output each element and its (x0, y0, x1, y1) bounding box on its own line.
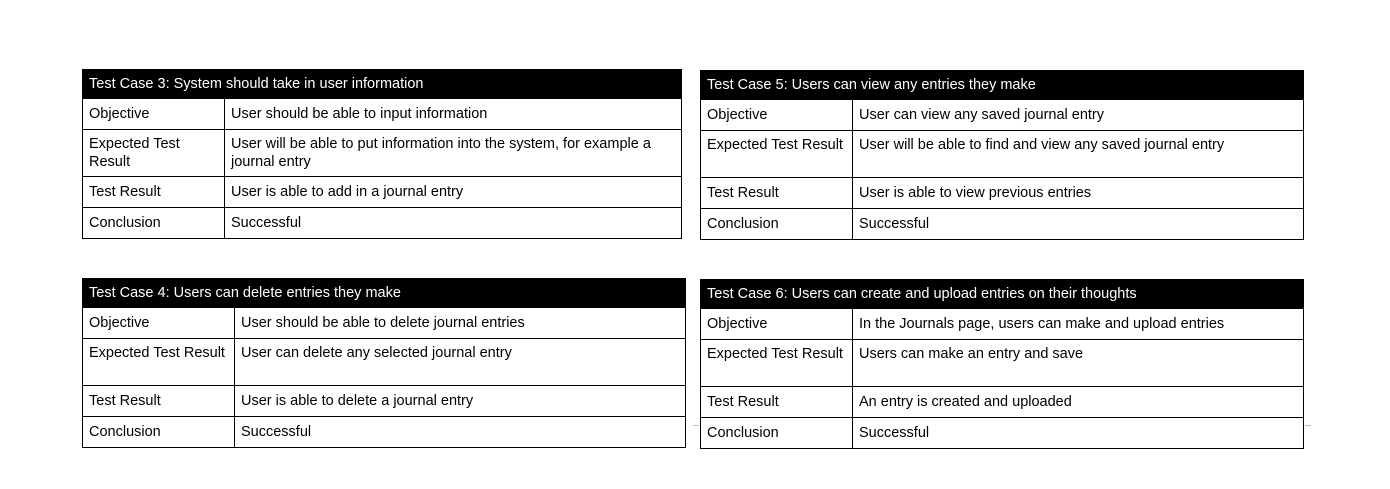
row-label-conclusion: Conclusion (83, 417, 235, 448)
row-value-conclusion: Successful (853, 418, 1304, 449)
table-row (83, 308, 686, 339)
row-label-objective: Objective (83, 99, 225, 130)
table-title: Test Case 4: Users can delete entries they make (83, 279, 686, 308)
table-row (701, 340, 1304, 387)
row-value-conclusion: Successful (853, 209, 1304, 240)
test-case-5-table (700, 70, 1304, 240)
left-margin-mark (693, 425, 699, 426)
row-value-result: An entry is created and uploaded (853, 387, 1304, 418)
table-row (701, 178, 1304, 209)
row-label-conclusion: Conclusion (701, 209, 853, 240)
row-value-result: User is able to delete a journal entry (235, 386, 686, 417)
table-row (83, 130, 682, 177)
table-title: Test Case 3: System should take in user information (83, 70, 682, 99)
test-case-6-table (700, 279, 1304, 449)
row-label-expected: Expected Test Result (83, 339, 235, 386)
row-label-conclusion: Conclusion (701, 418, 853, 449)
table-title: Test Case 5: Users can view any entries they make (701, 71, 1304, 100)
row-label-expected: Expected Test Result (701, 340, 853, 387)
table-title: Test Case 6: Users can create and upload entries on their thoughts (701, 280, 1304, 309)
table-row (701, 418, 1304, 449)
row-label-result: Test Result (83, 177, 225, 208)
row-label-conclusion: Conclusion (83, 208, 225, 239)
row-value-expected: User will be able to find and view any saved journal entry (853, 131, 1304, 178)
test-case-4-table (82, 278, 686, 448)
table-row (83, 339, 686, 386)
table-row (83, 208, 682, 239)
row-label-result: Test Result (701, 387, 853, 418)
table-row (83, 386, 686, 417)
table-row (701, 100, 1304, 131)
row-label-expected: Expected Test Result (83, 130, 225, 177)
table-row (701, 309, 1304, 340)
right-margin-mark (1305, 425, 1311, 426)
row-label-objective: Objective (83, 308, 235, 339)
row-value-expected: User can delete any selected journal entry (235, 339, 686, 386)
table-row (701, 131, 1304, 178)
row-value-result: User is able to view previous entries (853, 178, 1304, 209)
table-row (83, 177, 682, 208)
table-row (701, 209, 1304, 240)
row-value-objective: User should be able to delete journal entries (235, 308, 686, 339)
row-value-conclusion: Successful (225, 208, 682, 239)
table-row (83, 417, 686, 448)
row-label-objective: Objective (701, 309, 853, 340)
row-label-objective: Objective (701, 100, 853, 131)
test-case-3-table (82, 69, 682, 239)
row-value-objective: User should be able to input information (225, 99, 682, 130)
row-value-expected: User will be able to put information into the system, for example a journal entry (225, 130, 682, 177)
row-value-conclusion: Successful (235, 417, 686, 448)
row-value-result: User is able to add in a journal entry (225, 177, 682, 208)
row-label-result: Test Result (701, 178, 853, 209)
row-label-expected: Expected Test Result (701, 131, 853, 178)
row-value-objective: User can view any saved journal entry (853, 100, 1304, 131)
table-row (701, 387, 1304, 418)
table-row (83, 99, 682, 130)
row-value-objective: In the Journals page, users can make and upload entries (853, 309, 1304, 340)
row-value-expected: Users can make an entry and save (853, 340, 1304, 387)
row-label-result: Test Result (83, 386, 235, 417)
